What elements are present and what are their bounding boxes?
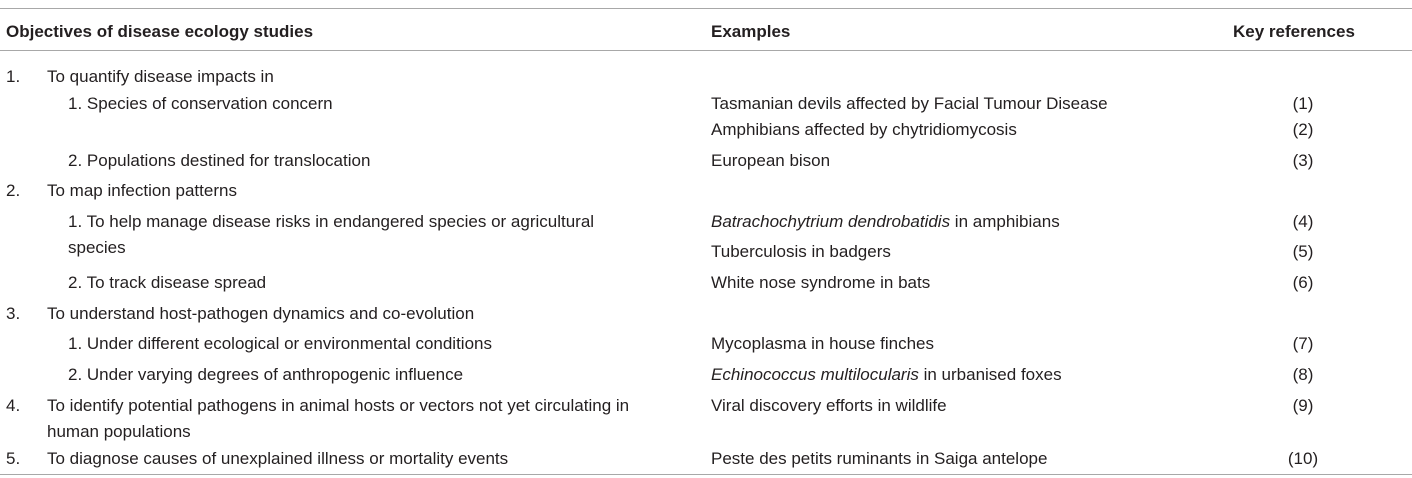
reference-text: (1) bbox=[1292, 94, 1314, 113]
example-text: Amphibians affected by chytridiomycosis bbox=[711, 120, 1017, 139]
reference-text: (7) bbox=[1292, 334, 1314, 353]
objective-text: To understand host-pathogen dynamics and co-evolution bbox=[47, 304, 475, 323]
column-header-examples: Examples bbox=[711, 22, 791, 41]
sub-objective-text: 1. Under different ecological or environmental conditions bbox=[68, 334, 492, 353]
example-text bbox=[711, 365, 1062, 385]
objective-text: To map infection patterns bbox=[47, 181, 237, 200]
sub-objective-text: 2. Under varying degrees of anthropogenic influence bbox=[68, 365, 464, 384]
reference-text: (3) bbox=[1292, 151, 1314, 170]
sub-objective-text: 2. Populations destined for translocation bbox=[68, 151, 371, 170]
reference-text: (10) bbox=[1287, 449, 1319, 468]
example-species-italic: Batrachochytrium dendrobatidis bbox=[711, 212, 951, 231]
reference-text: (6) bbox=[1292, 273, 1314, 292]
sub-objective-text: 2. To track disease spread bbox=[68, 273, 267, 292]
objective-text: To diagnose causes of unexplained illness or mortality events bbox=[47, 449, 509, 468]
example-text: White nose syndrome in bats bbox=[711, 273, 931, 292]
example-text: Viral discovery efforts in wildlife bbox=[711, 396, 947, 415]
reference-text: (5) bbox=[1292, 242, 1314, 261]
example-species-italic: Echinococcus multilocularis bbox=[711, 365, 919, 384]
example-rest: in urbanised foxes bbox=[918, 365, 1062, 384]
row-number: 1. bbox=[6, 67, 21, 86]
sub-objective-text: 1. Species of conservation concern bbox=[68, 94, 333, 113]
example-text: Tuberculosis in badgers bbox=[711, 242, 891, 261]
example-text bbox=[711, 212, 1060, 232]
row-number: 3. bbox=[6, 304, 21, 323]
objective-text-line-1: To identify potential pathogens in animal hosts or vectors not yet circulating in bbox=[47, 396, 630, 415]
column-header-references: Key references bbox=[1233, 22, 1355, 41]
table-header-rule bbox=[0, 50, 1412, 51]
table-top-rule bbox=[0, 8, 1412, 9]
sub-objective-text-line-2: species bbox=[68, 238, 126, 257]
example-rest: in amphibians bbox=[950, 212, 1060, 231]
row-number: 4. bbox=[6, 396, 21, 415]
example-text: Peste des petits ruminants in Saiga antelope bbox=[711, 449, 1048, 468]
table-bottom-rule bbox=[0, 474, 1412, 475]
reference-text: (2) bbox=[1292, 120, 1314, 139]
objective-text-line-2: human populations bbox=[47, 422, 191, 441]
reference-text: (8) bbox=[1292, 365, 1314, 384]
row-number: 2. bbox=[6, 181, 21, 200]
row-number: 5. bbox=[6, 449, 21, 468]
example-text: Tasmanian devils affected by Facial Tumour Disease bbox=[711, 94, 1108, 113]
sub-objective-text-line-1: 1. To help manage disease risks in endangered species or agricultural bbox=[68, 212, 595, 231]
example-text: Mycoplasma in house finches bbox=[711, 334, 935, 353]
reference-text: (4) bbox=[1292, 212, 1314, 231]
objective-text: To quantify disease impacts in bbox=[47, 67, 274, 86]
column-header-objectives: Objectives of disease ecology studies bbox=[6, 22, 314, 41]
example-text: European bison bbox=[711, 151, 831, 170]
reference-text: (9) bbox=[1292, 396, 1314, 415]
